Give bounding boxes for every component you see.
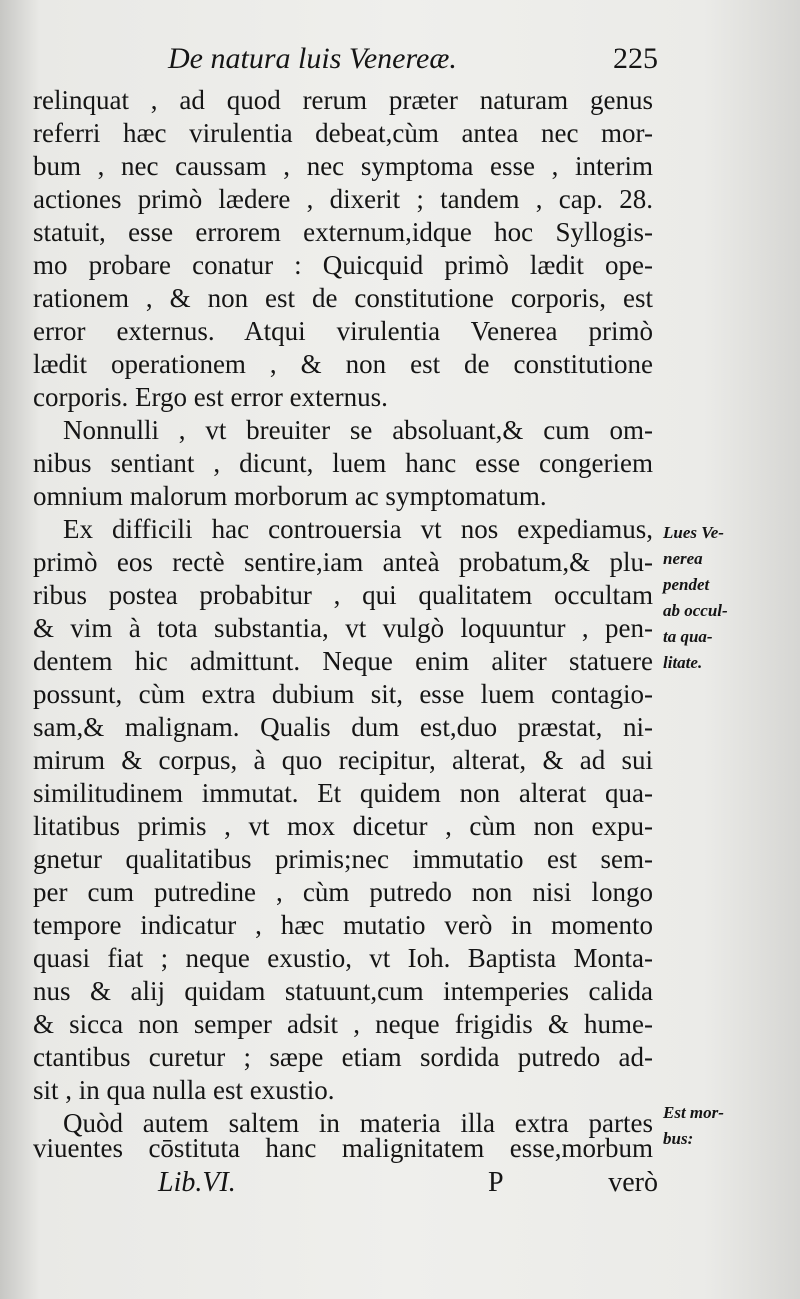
text-line: possunt, cùm extra dubium sit, esse luem contagio- <box>33 679 653 709</box>
margin-note-line: pendet <box>663 575 710 594</box>
text-line: sit , in qua nulla est exustio. <box>33 1075 335 1105</box>
running-title: De natura luis Venereæ. <box>168 42 457 75</box>
text-line: Ex difficili hac controuersia vt nos expediamus, <box>63 514 653 544</box>
margin-note-lues <box>663 520 793 676</box>
text-line: dentem hic admittunt. Neque enim aliter statuere <box>33 646 653 676</box>
margin-note-line: Lues Ve- <box>663 523 724 542</box>
text-line: tempore indicatur , hæc mutatio verò in momento <box>33 910 653 940</box>
text-line: per cum putredine , cùm putredo non nisi longo <box>33 877 653 907</box>
text-line: litatibus primis , vt mox dicetur , cùm non expu- <box>33 811 653 841</box>
text-line: primò eos rectè sentire,iam anteà probatum,& plu- <box>33 547 653 577</box>
text-line: sam,& malignam. Qualis dum est,duo præstat, ni- <box>33 712 653 742</box>
margin-note-line: ab occul- <box>663 601 728 620</box>
text-line: error externus. Atqui virulentia Venerea primò <box>33 316 653 346</box>
margin-note-line: bus: <box>663 1129 694 1148</box>
signature-mark: P <box>488 1167 504 1198</box>
text-line: mo probare conatur : Quicquid primò lædit ope- <box>33 250 653 280</box>
text-line: ribus postea probabitur , qui qualitatem occultam <box>33 580 653 610</box>
text-line: statuit, esse errorem externum,idque hoc Syllogis- <box>33 217 653 247</box>
text-line: referri hæc virulentia debeat,cùm antea nec mor- <box>33 118 653 148</box>
catchword: verò <box>608 1167 658 1198</box>
running-header <box>168 42 658 82</box>
text-line: nibus sentiant , dicunt, luem hanc esse congeriem <box>33 448 653 478</box>
text-line: & vim à tota substantia, vt vulgò loquuntur , pen- <box>33 613 653 643</box>
text-line: omnium malorum morborum ac symptomatum. <box>33 481 547 511</box>
text-line: actiones primò lædere , dixerit ; tandem , cap. 28. <box>33 184 653 214</box>
text-line: nus & alij quidam statuunt,cum intemperies calida <box>33 976 653 1006</box>
margin-note-line: ta qua- <box>663 627 713 646</box>
margin-note-line: nerea <box>663 549 703 568</box>
text-line: Nonnulli , vt breuiter se absoluant,& cum om- <box>63 415 653 445</box>
text-line: lædit operationem , & non est de constitutione <box>33 349 653 379</box>
margin-note-morbus <box>663 1100 793 1152</box>
text-line: quasi fiat ; neque exustio, vt Ioh. Baptista Monta- <box>33 943 653 973</box>
text-line: similitudinem immutat. Et quidem non alterat qua- <box>33 778 653 808</box>
text-line: bum , nec caussam , nec symptoma esse , interim <box>33 151 653 181</box>
page-footer <box>158 1167 658 1203</box>
text-line: mirum & corpus, à quo recipitur, alterat, & ad sui <box>33 745 653 775</box>
book-label: Lib.VI. <box>158 1167 236 1198</box>
text-line: relinquat , ad quod rerum præter naturam genus <box>33 85 653 115</box>
margin-note-line: Est mor- <box>663 1103 724 1122</box>
text-line: viuentes cōstituta hanc malignitatem esse,morbum <box>33 1133 653 1163</box>
text-line: ctantibus curetur ; sæpe etiam sordida putredo ad- <box>33 1042 653 1072</box>
text-line: Quòd autem saltem in materia illa extra partes <box>63 1108 653 1138</box>
text-line: gnetur qualitatibus primis;nec immutatio est sem- <box>33 844 653 874</box>
margin-note-line: litate. <box>663 653 703 672</box>
text-line: corporis. Ergo est error externus. <box>33 382 388 412</box>
text-line: & sicca non semper adsit , neque frigidis & hume- <box>33 1009 653 1039</box>
text-line: rationem , & non est de constitutione corporis, est <box>33 283 653 313</box>
page-number: 225 <box>613 42 658 75</box>
